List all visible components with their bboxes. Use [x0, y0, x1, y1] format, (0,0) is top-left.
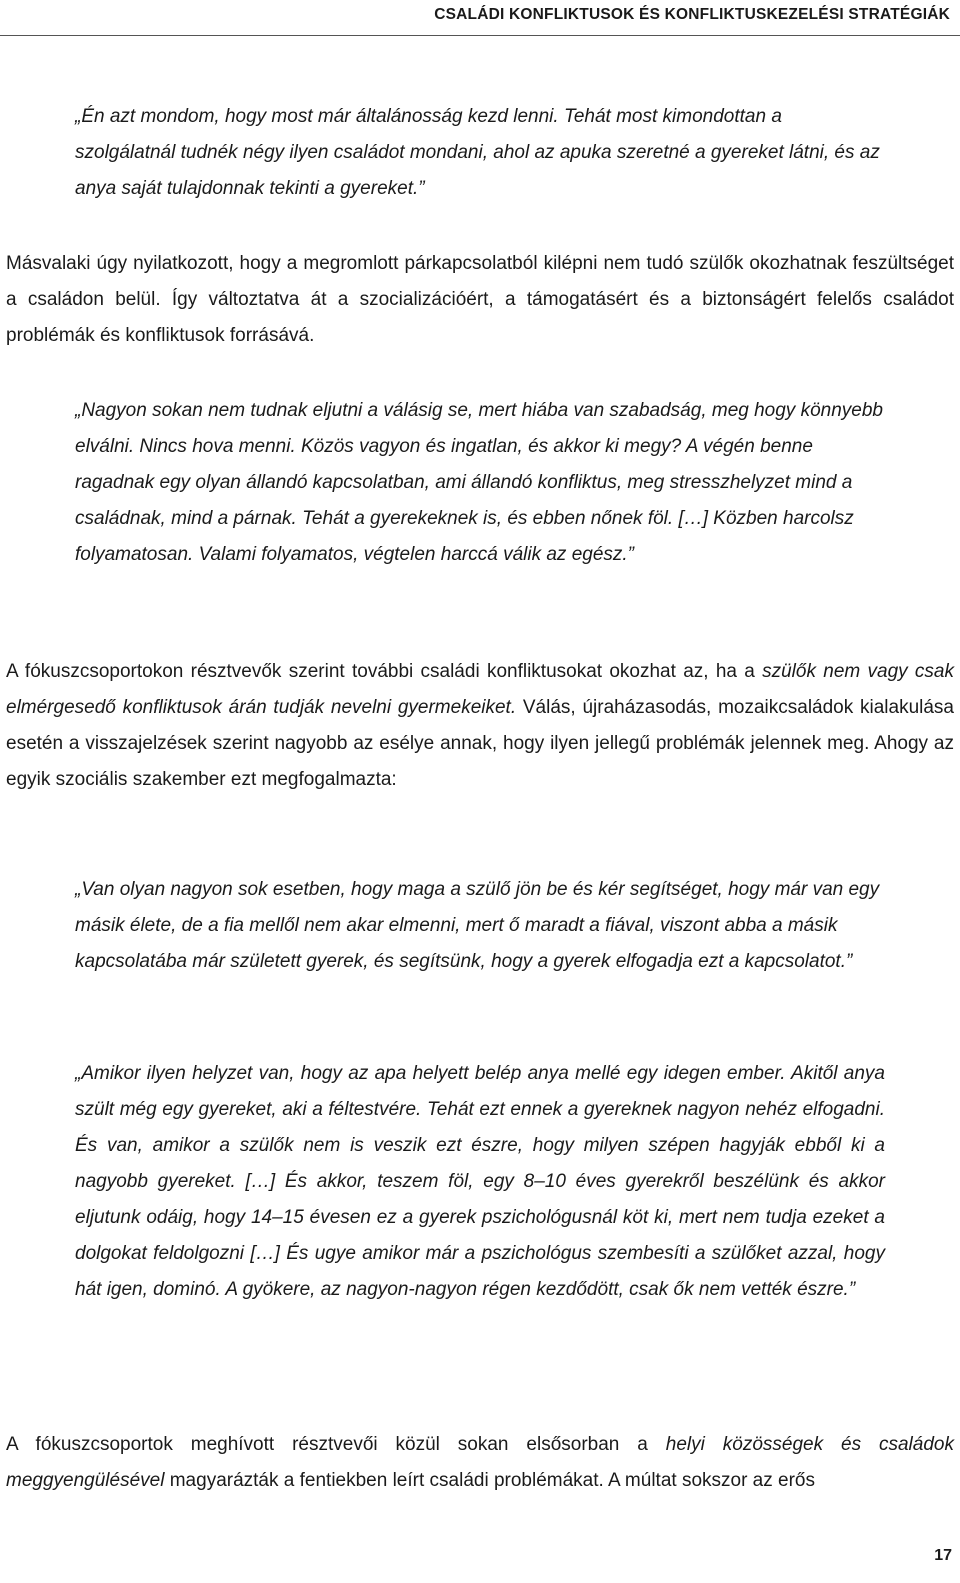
body-paragraph-1: Másvalaki úgy nyilatkozott, hogy a megromlott párkapcsolatból kilépni nem tudó szülők okozhatnak feszültséget a családon belül. Így változtatva át a szocializációért, a támogatásért és a biztonságért felelős családot problémák és konfliktusok forrásává. [6, 253, 954, 346]
body-paragraph-2 [6, 654, 954, 798]
body-paragraph-3-text-a: A fókuszcsoportok meghívott résztvevői közül sokan elsősorban a [6, 1434, 666, 1455]
body-paragraph-3-emphasis: helyi közösségek és családok meggyengülésével [6, 1434, 954, 1491]
quote-block-1: „Én azt mondom, hogy most már általánosság kezd lenni. Tehát most kimondottan a szolgálatnál tudnék négy ilyen családot mondani, ahol az apuka szeretné a gyereket látni, és az anya saját tulajdonnak tekinti a gyereket.” [75, 106, 880, 199]
running-header: CSALÁDI KONFLIKTUSOK ÉS KONFLIKTUSKEZELÉSI STRATÉGIÁK [434, 6, 950, 23]
body-paragraph-3-text-b: magyarázták a fentiekben leírt családi problémákat. A múltat sokszor az erős [164, 1470, 815, 1491]
quote-block-4: „Amikor ilyen helyzet van, hogy az apa helyett belép anya mellé egy idegen ember. Akitől anya szült még egy gyereket, aki a féltestvére. Tehát ezt ennek a gyereknek nagyon nehéz elfogadni. És van, amikor a szülők nem is veszik ezt észre, hogy milyen szépen hagyják ebből ki a nagyobb gyereket. […] És akkor, teszem föl, egy 8–10 éves gyerekről beszélünk és akkor eljutunk odáig, hogy 14–15 évesen ez a gyerek pszichológusnál köt ki, mert nem tudja ezeket a dolgokat feldolgozni […] És ugye amikor már a pszichológus szembesíti a szülőket azzal, hogy hát igen, dominó. A gyökere, az nagyon-nagyon régen kezdődött, csak ők nem vették észre.” [75, 1063, 885, 1300]
quote-block-2: „Nagyon sokan nem tudnak eljutni a válásig se, mert hiába van szabadság, meg hogy könnyebb elválni. Nincs hova menni. Közös vagyon és ingatlan, és akkor ki megy? A végén benne ragadnak egy olyan állandó kapcsolatban, ami állandó konfliktus, meg stresszhelyzet mind a családnak, mind a párnak. Tehát a gyerekeknek is, és ebben nőnek föl. […] Közben harcolsz folyamatosan. Valami folyamatos, végtelen harccá válik az egész.” [75, 400, 883, 565]
body-paragraph-3 [6, 1427, 954, 1499]
body-paragraph-2-emphasis: szülők nem vagy csak elmérgesedő konfliktusok árán tudják nevelni gyermekeiket. [6, 661, 954, 718]
body-paragraph-2-text-a: A fókuszcsoportokon résztvevők szerint további családi konfliktusokat okozhat az, ha a [6, 661, 763, 682]
quote-block-3: „Van olyan nagyon sok esetben, hogy maga a szülő jön be és kér segítséget, hogy már van egy másik élete, de a fia mellől nem akar elmenni, mert ő maradt a fiával, viszont abba a másik kapcsolatába már született gyerek, és segítsünk, hogy a gyerek elfogadja ezt a kapcsolatot.” [75, 879, 880, 972]
header-divider [0, 35, 960, 36]
body-paragraph-2-text-b: Válás, újraházasodás, mozaikcsaládok kialakulása esetén a visszajelzések szerint nagyobb az esélye annak, hogy ilyen jellegű problémák jelennek meg. Ahogy az egyik szociális szakember ezt megfogalmazta: [6, 697, 955, 790]
page-number: 17 [934, 1547, 952, 1564]
